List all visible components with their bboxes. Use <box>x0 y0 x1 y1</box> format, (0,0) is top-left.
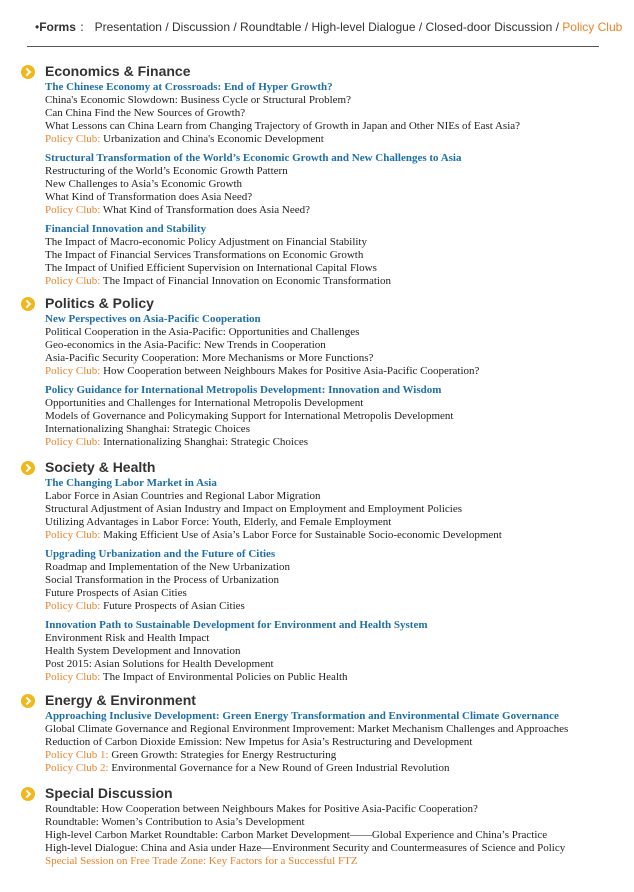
topic-line: What Kind of Transformation does Asia Need? <box>45 191 253 203</box>
topic-line: Roundtable: How Cooperation between Neighbours Makes for Positive Asia-Pacific Cooperation? <box>45 803 478 815</box>
section-header <box>20 461 620 477</box>
policy-club-text: What Kind of Transformation does Asia Need? <box>100 204 310 216</box>
topic-line: Can China Find the New Sources of Growth? <box>45 107 246 119</box>
chevron-right-icon <box>21 787 35 801</box>
topic-line: The Impact of Unified Efficient Supervision on International Capital Flows <box>45 262 377 274</box>
topic-title: Policy Guidance for International Metropolis Development: Innovation and Wisdom <box>45 384 442 396</box>
policy-club-text: How Cooperation between Neighbours Makes for Positive Asia-Pacific Cooperation? <box>100 365 480 377</box>
forms-items: Presentation / Discussion / Roundtable / High-level Dialogue / Closed-door Discussion / Policy Club <box>94 20 623 34</box>
topic <box>45 313 620 378</box>
policy-club-line <box>45 365 620 378</box>
chevron-right-icon <box>21 694 35 708</box>
forms-item-highlight: Policy Club <box>562 20 623 34</box>
topic-title: Innovation Path to Sustainable Development for Environment and Health System <box>45 619 428 631</box>
topic-line: Geo-economics in the Asia-Pacific: New Trends in Cooperation <box>45 339 326 351</box>
policy-club-text: Green Growth: Strategies for Energy Restructuring <box>108 749 337 761</box>
policy-club-label: Policy Club: <box>45 204 101 216</box>
forms-bar: •Forms ： Presentation / Discussion / Roundtable / High-level Dialogue / Closed-door Discussion / Policy Club <box>35 20 623 34</box>
policy-club-text: Environmental Governance for a New Round of Green Industrial Revolution <box>108 762 450 774</box>
section <box>20 787 620 868</box>
policy-club-text: Future Prospects of Asian Cities <box>100 600 245 612</box>
chevron-right-icon <box>21 461 35 475</box>
topic-line: Social Transformation in the Process of Urbanization <box>45 574 280 586</box>
topic-line: Labor Force in Asian Countries and Regional Labor Migration <box>45 490 321 502</box>
topic-line: Roadmap and Implementation of the New Urbanization <box>45 561 290 573</box>
topic-line: What Lessons can China Learn from Changing Trajectory of Growth in Japan and Other NIEs of East Asia? <box>45 120 521 132</box>
policy-club-label: Policy Club: <box>45 365 101 377</box>
topic-line: High-level Dialogue: China and Asia under Haze—Environment Security and Countermeasures of Science and Policy <box>45 842 566 854</box>
topic-title: Approaching Inclusive Development: Green Energy Transformation and Environmental Climate Governance <box>45 710 559 722</box>
chevron-right-icon <box>21 65 35 79</box>
divider <box>27 46 599 47</box>
section <box>20 65 620 288</box>
forms-item: High-level Dialogue <box>311 20 416 34</box>
policy-club-line <box>45 436 620 449</box>
topic-line: The Impact of Macro-economic Policy Adjustment on Financial Stability <box>45 236 367 248</box>
forms-label: Forms <box>39 20 76 34</box>
section-header <box>20 787 620 803</box>
section-title: Politics & Policy <box>45 295 154 311</box>
topic-title: The Changing Labor Market in Asia <box>45 477 217 489</box>
topic-title: Structural Transformation of the World’s Economic Growth and New Challenges to Asia <box>45 152 462 164</box>
topic-line: Post 2015: Asian Solutions for Health Development <box>45 658 274 670</box>
policy-club-line <box>45 749 620 762</box>
policy-club-line <box>45 762 620 775</box>
policy-club-line <box>45 204 620 217</box>
forms-item: Presentation <box>94 20 162 34</box>
topic-line: New Challenges to Asia’s Economic Growth <box>45 178 243 190</box>
policy-club-text: Making Efficient Use of Asia’s Labor Force for Sustainable Socio-economic Development <box>100 529 502 541</box>
topic-line: Future Prospects of Asian Cities <box>45 587 187 599</box>
policy-club-label: Policy Club 1: <box>45 749 109 761</box>
policy-club-line <box>45 275 620 288</box>
policy-club-text: Internationalizing Shanghai: Strategic Choices <box>100 436 309 448</box>
topic-line: Opportunities and Challenges for International Metropolis Development <box>45 397 364 409</box>
policy-club-label: Policy Club: <box>45 133 101 145</box>
topic-line: Restructuring of the World’s Economic Growth Pattern <box>45 165 288 177</box>
topic-line: China's Economic Slowdown: Business Cycle or Structural Problem? <box>45 94 351 106</box>
topic-line: The Impact of Financial Services Transformations on Economic Growth <box>45 249 364 261</box>
topic <box>45 710 620 775</box>
topic <box>45 613 620 684</box>
section-title: Energy & Environment <box>45 692 196 708</box>
forms-item: Closed-door Discussion <box>425 20 553 34</box>
policy-club-label: Policy Club: <box>45 671 101 683</box>
section <box>20 694 620 775</box>
forms-separator: ： <box>79 20 92 34</box>
topic-line: Utilizing Advantages in Labor Force: Youth, Elderly, and Female Employment <box>45 516 392 528</box>
topic-line: Global Climate Governance and Regional Environment Improvement: Market Mechanism Challenges and Approaches <box>45 723 569 735</box>
topic-line: High-level Carbon Market Roundtable: Carbon Market Development——Global Experience and China’s Practice <box>45 829 548 841</box>
topic-title: The Chinese Economy at Crossroads: End of Hyper Growth? <box>45 81 333 93</box>
topic-line: Roundtable: Women’s Contribution to Asia’s Development <box>45 816 305 828</box>
section-header <box>20 65 620 81</box>
topic <box>45 803 620 868</box>
topic-title: New Perspectives on Asia-Pacific Cooperation <box>45 313 261 325</box>
topic-line: Asia-Pacific Security Cooperation: More Mechanisms or More Functions? <box>45 352 374 364</box>
topic <box>45 542 620 613</box>
policy-club-label: Policy Club: <box>45 529 101 541</box>
policy-club-label: Policy Club: <box>45 436 101 448</box>
topic-line: Structural Adjustment of Asian Industry and Impact on Employment and Employment Policies <box>45 503 463 515</box>
topic-line: Reduction of Carbon Dioxide Emission: New Impetus for Asia’s Restructuring and Development <box>45 736 473 748</box>
topic-line: Health System Development and Innovation <box>45 645 241 657</box>
topic <box>45 217 620 288</box>
section-title: Economics & Finance <box>45 63 191 79</box>
section-header <box>20 694 620 710</box>
forms-item: Roundtable <box>240 20 302 34</box>
topic-line: Models of Governance and Policymaking Support for International Metropolis Development <box>45 410 454 422</box>
section-title: Society & Health <box>45 459 156 475</box>
topic-title: Financial Innovation and Stability <box>45 223 207 235</box>
policy-club-label: Policy Club: <box>45 600 101 612</box>
special-session-line: Special Session on Free Trade Zone: Key Factors for a Successful FTZ <box>45 855 358 867</box>
policy-club-label: Policy Club 2: <box>45 762 109 774</box>
topic-line: Political Cooperation in the Asia-Pacific: Opportunities and Challenges <box>45 326 360 338</box>
policy-club-text: The Impact of Financial Innovation on Economic Transformation <box>100 275 391 287</box>
topic-line: Internationalizing Shanghai: Strategic Choices <box>45 423 250 435</box>
topic <box>45 477 620 542</box>
forms-item: Discussion <box>172 20 231 34</box>
section-title: Special Discussion <box>45 785 173 801</box>
topic-line: Environment Risk and Health Impact <box>45 632 210 644</box>
policy-club-line <box>45 133 620 146</box>
policy-club-line <box>45 529 620 542</box>
section-header <box>20 297 620 313</box>
topic <box>45 378 620 449</box>
topic <box>45 146 620 217</box>
policy-club-line <box>45 671 620 684</box>
section <box>20 461 620 684</box>
policy-club-text: Urbanization and China's Economic Development <box>100 133 324 145</box>
policy-club-line <box>45 600 620 613</box>
topic-title: Upgrading Urbanization and the Future of Cities <box>45 548 276 560</box>
policy-club-text: The Impact of Environmental Policies on Public Health <box>100 671 348 683</box>
policy-club-label: Policy Club: <box>45 275 101 287</box>
section <box>20 297 620 449</box>
chevron-right-icon <box>21 297 35 311</box>
topic <box>45 81 620 146</box>
